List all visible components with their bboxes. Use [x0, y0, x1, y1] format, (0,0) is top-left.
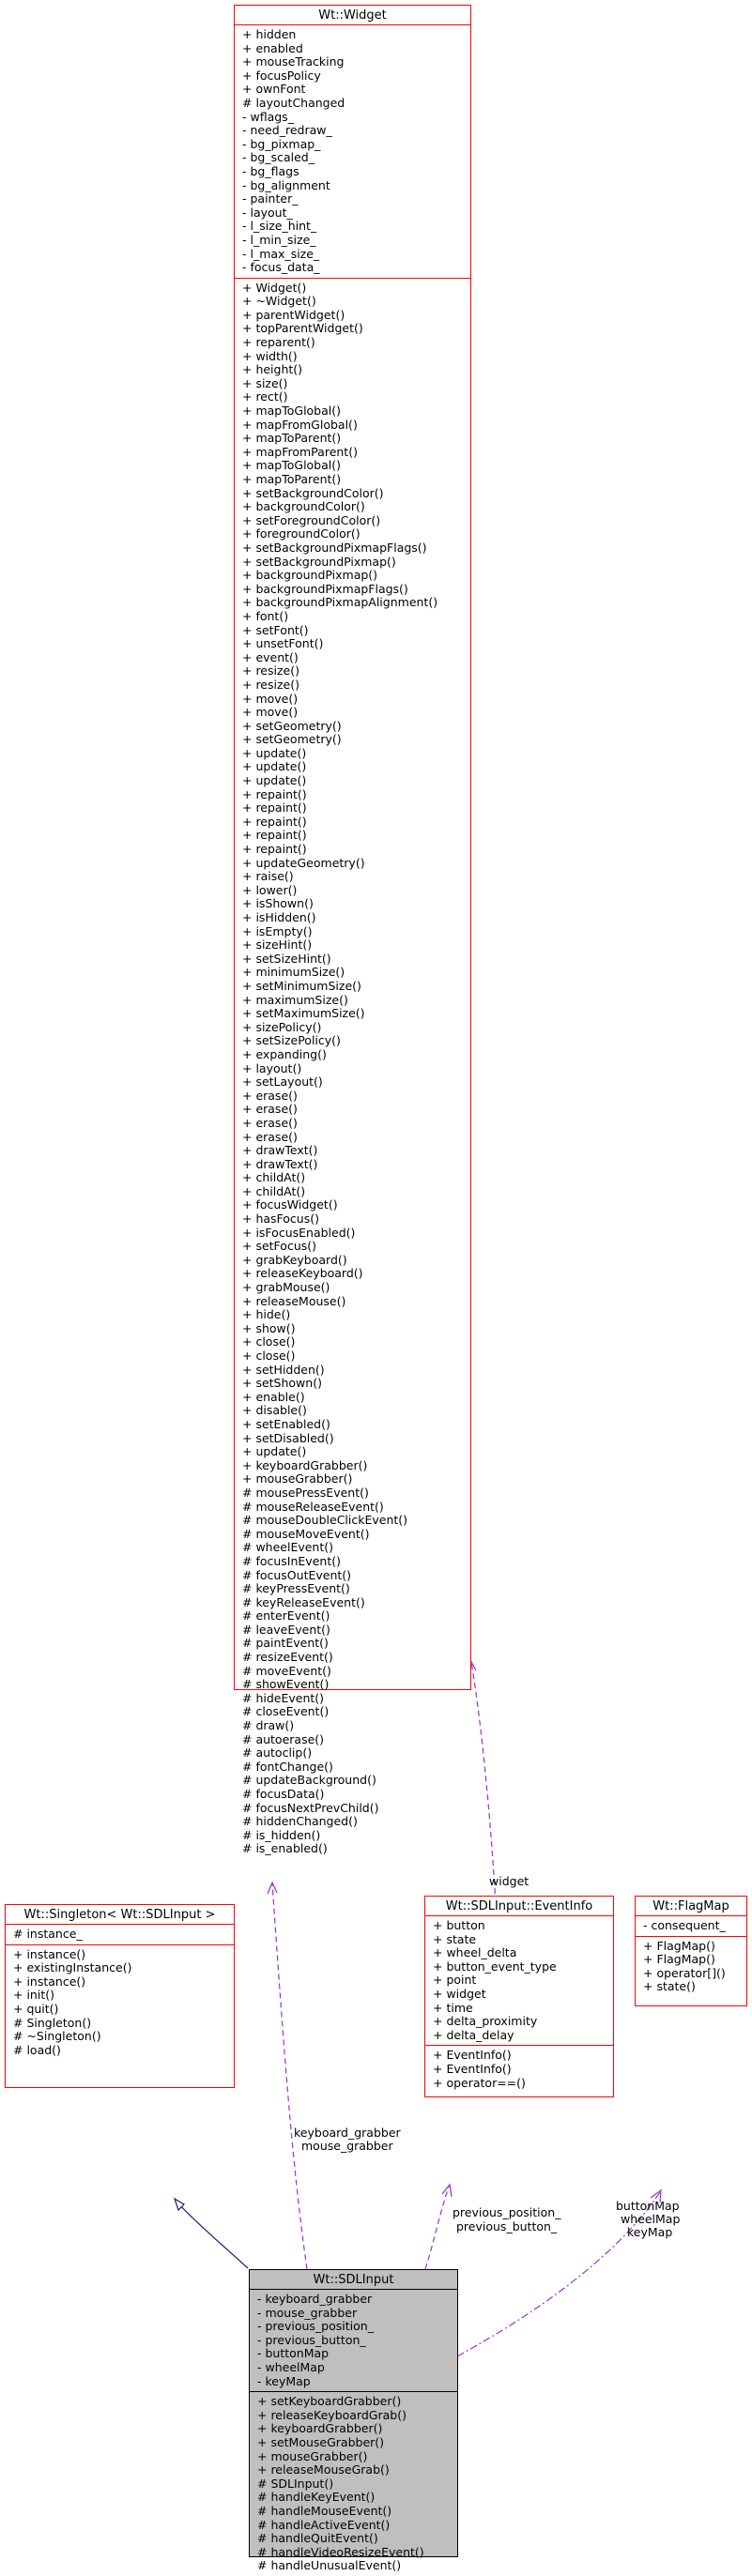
member-line: + update() — [242, 745, 307, 760]
member-line: + FlagMap() — [643, 1952, 715, 1967]
member-line: + setBackgroundPixmapFlags() — [242, 540, 427, 555]
eventinfo-sdlinput-edge — [425, 2187, 449, 2269]
inheritance-edge — [180, 2205, 248, 2268]
edge-label-previous-button: previous_button_ — [456, 2219, 558, 2233]
operations-section — [425, 2046, 613, 2093]
member-line: + delta_proximity — [433, 2014, 538, 2029]
member-line: + mouseGrabber() — [242, 1471, 353, 1486]
member-line: - bg_flags — [242, 163, 299, 178]
member-line: + erase() — [242, 1129, 298, 1144]
member-line: + releaseMouseGrab() — [257, 2462, 390, 2477]
member-line: + rect() — [242, 389, 288, 404]
member-line: + event() — [242, 649, 299, 664]
member-line: # mouseMoveEvent() — [242, 1526, 370, 1541]
member-line: + erase() — [242, 1102, 298, 1117]
member-line: + instance() — [13, 1946, 86, 1961]
member-line: + instance() — [13, 1974, 86, 1989]
member-line: + ownFont — [242, 82, 306, 97]
member-line: # resizeEvent() — [242, 1650, 333, 1665]
member-line: + releaseKeyboardGrab() — [257, 2407, 407, 2422]
member-line: + minimumSize() — [242, 965, 345, 980]
member-line: + button_event_type — [433, 1959, 557, 1974]
member-line: - wheelMap — [257, 2359, 325, 2374]
member-line: # SDLInput() — [257, 2476, 334, 2491]
member-line: # fontChange() — [242, 1759, 333, 1774]
member-line: + mapToParent() — [242, 472, 342, 486]
edge-label-keyboard-grabber: keyboard_grabber — [294, 2126, 401, 2140]
member-line: + size() — [242, 375, 288, 390]
member-line: + releaseMouse() — [242, 1293, 346, 1308]
member-line: + releaseKeyboard() — [242, 1266, 363, 1281]
member-line: # instance_ — [13, 1927, 83, 1941]
member-line: - bg_scaled_ — [242, 150, 315, 165]
member-line: - previous_position_ — [257, 2319, 374, 2334]
member-line: + repaint() — [242, 786, 307, 801]
member-line: + setBackgroundPixmap() — [242, 554, 396, 569]
member-line: + setMaximumSize() — [242, 1006, 365, 1021]
member-line: # autoclip() — [242, 1745, 313, 1761]
member-line: # keyReleaseEvent() — [242, 1594, 365, 1609]
member-line: + enabled — [242, 40, 303, 55]
edge-label-widget: widget — [489, 1874, 529, 1888]
member-line: + isShown() — [242, 896, 314, 911]
member-line: # handleMouseEvent() — [257, 2503, 392, 2518]
member-line: + setForegroundColor() — [242, 512, 381, 527]
attributes-section — [6, 1925, 234, 1945]
member-line: + operator[]() — [643, 1965, 726, 1980]
member-line: + keyboardGrabber() — [257, 2421, 383, 2436]
member-line: + update() — [242, 1444, 307, 1459]
member-line: + mapToParent() — [242, 431, 342, 446]
member-line: + childAt() — [242, 1183, 306, 1198]
member-line: # ~Singleton() — [13, 2029, 101, 2044]
member-line: + close() — [242, 1349, 296, 1363]
member-line: + unsetFont() — [242, 636, 324, 651]
member-line: + mapFromGlobal() — [242, 417, 358, 432]
member-line: + isEmpty() — [242, 923, 313, 938]
class-box-flagmap[interactable] — [635, 1896, 747, 2006]
member-line: + backgroundPixmapAlignment() — [242, 595, 438, 610]
member-line: + move() — [242, 691, 299, 706]
member-line: + setHidden() — [242, 1362, 325, 1377]
class-title: Wt::FlagMap — [636, 1897, 746, 1916]
member-line: # mousePressEvent() — [242, 1485, 369, 1500]
member-line: + setSizeHint() — [242, 951, 331, 966]
member-line: + grabMouse() — [242, 1280, 330, 1295]
member-line: # moveEvent() — [242, 1663, 331, 1678]
member-line: # handleUnusualEvent() — [257, 2558, 402, 2573]
member-line: + existingInstance() — [13, 1960, 132, 1975]
attributes-section — [636, 1916, 746, 1937]
member-line: + setKeyboardGrabber() — [257, 2394, 402, 2409]
member-line: # mouseReleaseEvent() — [242, 1499, 384, 1514]
member-line: + focusWidget() — [242, 1197, 338, 1212]
member-line: + height() — [242, 362, 303, 377]
member-line: + repaint() — [242, 828, 307, 843]
attributes-section — [250, 2290, 457, 2392]
member-line: # draw() — [242, 1718, 295, 1733]
member-line: # autoerase() — [242, 1731, 325, 1746]
member-line: + hidden — [242, 27, 297, 41]
member-line: + setSizePolicy() — [242, 1033, 341, 1048]
member-line: # leaveEvent() — [242, 1622, 330, 1637]
member-line: + childAt() — [242, 1170, 306, 1185]
member-line: + mapToGlobal() — [242, 404, 342, 419]
member-line: # hideEvent() — [242, 1690, 325, 1705]
member-line: + backgroundColor() — [242, 499, 365, 514]
member-line: - l_size_hint_ — [242, 219, 317, 234]
member-line: + move() — [242, 705, 299, 720]
member-line: + isFocusEnabled() — [242, 1225, 356, 1240]
member-line: - l_min_size_ — [242, 232, 316, 247]
edge-label-previous-position: previous_position_ — [453, 2205, 561, 2219]
member-line: + repaint() — [242, 800, 307, 815]
member-line: + mapToGlobal() — [242, 458, 342, 473]
member-line: + setFont() — [242, 622, 309, 637]
member-line: # handleVideoResizeEvent() — [257, 2544, 424, 2559]
member-line: - l_max_size_ — [242, 246, 320, 261]
member-line: # is_enabled() — [242, 1841, 328, 1856]
member-line: + Widget() — [242, 280, 307, 295]
member-line: + updateGeometry() — [242, 855, 365, 870]
operations-section — [636, 1937, 746, 1997]
attributes-section — [425, 1916, 613, 2046]
member-line: + hide() — [242, 1307, 291, 1322]
member-line: # enterEvent() — [242, 1608, 330, 1623]
member-line: + widget — [433, 1986, 486, 2001]
member-line: # focusOutEvent() — [242, 1567, 352, 1582]
member-line: + time — [433, 2000, 473, 2015]
member-line: - mouse_grabber — [257, 2305, 358, 2320]
member-line: + update() — [242, 759, 307, 774]
member-line: + expanding() — [242, 1046, 327, 1061]
member-line: + mapFromParent() — [242, 444, 358, 459]
member-line: + hasFocus() — [242, 1212, 319, 1227]
member-line: + update() — [242, 773, 307, 788]
member-line: # load() — [13, 2042, 61, 2057]
member-line: - previous_button_ — [257, 2332, 366, 2347]
member-line: # hiddenChanged() — [242, 1814, 358, 1829]
member-line: + sizeHint() — [242, 937, 313, 953]
member-line: + point — [433, 1973, 477, 1988]
member-line: + ~Widget() — [242, 294, 316, 309]
member-line: - keyMap — [257, 2373, 311, 2388]
member-line: # paintEvent() — [242, 1636, 329, 1651]
member-line: + lower() — [242, 882, 298, 897]
member-line: + resize() — [242, 677, 299, 692]
edge-label-mouse-grabber: mouse_grabber — [301, 2139, 393, 2153]
member-line: # keyPressEvent() — [242, 1581, 350, 1596]
member-line: - layout_ — [242, 205, 293, 220]
member-line: + mouseTracking — [242, 54, 345, 69]
member-line: + erase() — [242, 1088, 298, 1103]
class-title: Wt::SDLInput — [250, 2270, 457, 2290]
eventinfo-sdlinput-arrowhead — [442, 2185, 452, 2197]
member-line: + raise() — [242, 869, 294, 884]
member-line: # updateBackground() — [242, 1773, 376, 1788]
member-line: + quit() — [13, 2001, 59, 2016]
member-line: + repaint() — [242, 814, 307, 829]
class-box-singleton[interactable] — [5, 1904, 235, 2088]
member-line: + EventInfo() — [433, 2061, 512, 2076]
member-line: + setMinimumSize() — [242, 978, 361, 993]
member-line: + setLayout() — [242, 1075, 323, 1090]
member-line: + isHidden() — [242, 910, 316, 924]
class-title: Wt::SDLInput::EventInfo — [425, 1897, 613, 1916]
member-line: + maximumSize() — [242, 992, 348, 1007]
member-line: + layout() — [242, 1060, 302, 1075]
operations-section — [6, 1945, 234, 2061]
edge-label-wheelmap: wheelMap — [621, 2212, 681, 2226]
member-line: # showEvent() — [242, 1677, 330, 1692]
member-line: - wflags_ — [242, 109, 294, 124]
member-line: + backgroundPixmap() — [242, 568, 378, 583]
member-line: # handleQuitEvent() — [257, 2531, 378, 2546]
widget-eventinfo-edge — [471, 1662, 496, 1903]
class-box-sdlinput[interactable] — [249, 2269, 458, 2573]
member-line: # wheelEvent() — [242, 1540, 334, 1555]
member-line: + setMouseGrabber() — [257, 2434, 385, 2449]
member-line: + focusPolicy — [242, 68, 321, 83]
member-line: + resize() — [242, 663, 299, 678]
member-line: + show() — [242, 1320, 296, 1335]
member-line: - buttonMap — [257, 2346, 330, 2361]
member-line: # focusData() — [242, 1787, 325, 1801]
member-line: + state — [433, 1931, 477, 1946]
member-line: # handleActiveEvent() — [257, 2517, 391, 2532]
member-line: + setDisabled() — [242, 1430, 334, 1445]
member-line: + keyboardGrabber() — [242, 1457, 368, 1472]
member-line: + disable() — [242, 1403, 307, 1418]
member-line: - focus_data_ — [242, 260, 320, 275]
member-line: + width() — [242, 348, 298, 363]
member-line: + enable() — [242, 1389, 305, 1404]
operations-section — [250, 2392, 457, 2576]
class-title: Wt::Widget — [235, 6, 470, 25]
class-box-eventinfo[interactable] — [424, 1896, 614, 2097]
member-line: + setEnabled() — [242, 1416, 330, 1431]
member-line: - keyboard_grabber — [257, 2292, 373, 2306]
member-line: + setBackgroundColor() — [242, 485, 384, 500]
member-line: + erase() — [242, 1115, 298, 1130]
member-line: + setGeometry() — [242, 718, 342, 733]
member-line: + wheel_delta — [433, 1945, 517, 1960]
member-line: + sizePolicy() — [242, 1019, 322, 1034]
widget-sdlinput-edge — [272, 1883, 307, 2269]
member-line: + state() — [643, 1979, 696, 1994]
member-line: + mouseGrabber() — [257, 2448, 368, 2463]
member-line: + drawText() — [242, 1156, 318, 1171]
edge-label-keymap: keyMap — [627, 2225, 673, 2239]
member-line: + topParentWidget() — [242, 321, 363, 336]
member-line: + font() — [242, 608, 289, 623]
attributes-section — [235, 25, 470, 279]
member-line: + grabKeyboard() — [242, 1252, 347, 1267]
member-line: + backgroundPixmapFlags() — [242, 581, 408, 596]
member-line: + delta_delay — [433, 2027, 514, 2042]
class-title: Wt::Singleton< Wt::SDLInput > — [6, 1905, 234, 1925]
member-line: + foregroundColor() — [242, 526, 361, 541]
member-line: + repaint() — [242, 842, 307, 857]
member-line: + FlagMap() — [643, 1938, 715, 1953]
member-line: - bg_pixmap_ — [242, 136, 321, 151]
member-line: + drawText() — [242, 1143, 318, 1158]
member-line: # Singleton() — [13, 2015, 92, 2030]
operations-section — [235, 279, 470, 1859]
member-line: # focusNextPrevChild() — [242, 1800, 379, 1815]
member-line: - consequent_ — [643, 1918, 726, 1932]
member-line: - bg_alignment — [242, 177, 330, 192]
member-line: + operator==() — [433, 2075, 526, 2090]
member-line: # closeEvent() — [242, 1704, 330, 1719]
class-box-widget[interactable] — [234, 5, 471, 1856]
member-line: # handleKeyEvent() — [257, 2490, 376, 2505]
member-line: + setFocus() — [242, 1239, 317, 1254]
member-line: # layoutChanged — [242, 95, 345, 110]
member-line: # focusInEvent() — [242, 1553, 341, 1568]
member-line: + button — [433, 1918, 485, 1932]
edge-label-buttonmap: buttonMap — [616, 2199, 680, 2213]
member-line: + setGeometry() — [242, 732, 342, 747]
member-line: + EventInfo() — [433, 2048, 512, 2063]
member-line: + close() — [242, 1334, 296, 1349]
member-line: + parentWidget() — [242, 307, 345, 322]
member-line: - painter_ — [242, 191, 299, 206]
member-line: - need_redraw_ — [242, 123, 332, 138]
member-line: + setShown() — [242, 1376, 322, 1391]
member-line: # is_hidden() — [242, 1827, 321, 1842]
member-line: # mouseDoubleClickEvent() — [242, 1513, 408, 1528]
member-line: + reparent() — [242, 335, 315, 350]
member-line: + init() — [13, 1988, 54, 2003]
